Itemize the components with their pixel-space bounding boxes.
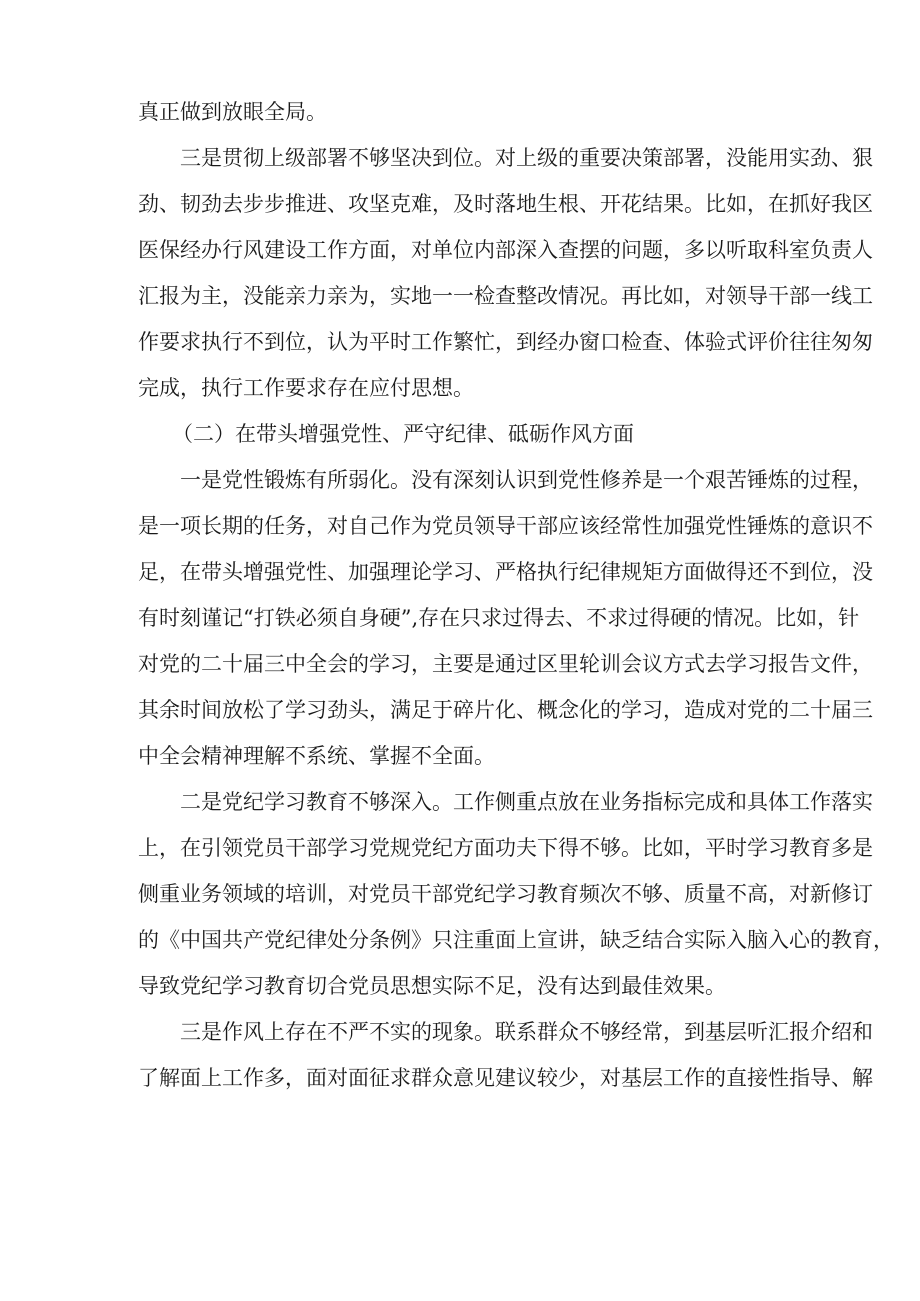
- line-text: 三是贯彻上级部署不够坚决到位。对上级的重要决策部署，没能用实劲、狠: [180, 146, 873, 170]
- text-line: [138, 879, 873, 909]
- line-text: 汇报为主，没能亲力亲为，实地一一检查整改情况。再比如，对领导干部一线工: [138, 284, 873, 308]
- line-text: 是一项长期的任务，对自己作为党员领导干部应该经常性加强党性锤炼的意识不: [138, 514, 873, 538]
- line-text: 的《中国共产党纪律处分条例》只注重面上宣讲，缺乏结合实际入脑入心的教育，: [138, 928, 894, 952]
- text-line: [138, 649, 873, 679]
- text-line: [138, 1063, 873, 1093]
- text-line: [138, 189, 873, 219]
- text-line: [138, 603, 860, 633]
- paragraph-first-line: [180, 787, 873, 817]
- text-line: [138, 833, 873, 863]
- text-line: [138, 741, 495, 771]
- heading-text: （二）在带头增强党性、严守纪律、砥砺作风方面: [172, 422, 634, 446]
- paragraph-first-line: [180, 143, 873, 173]
- line-text: 对党的二十届三中全会的学习，主要是通过区里轮训会议方式去学习报告文件，: [138, 652, 873, 676]
- text-line: [138, 971, 726, 1001]
- line-text: 上，在引领党员干部学习党规党纪方面功夫下得不够。比如，平时学习教育多是: [138, 836, 873, 860]
- line-text: 有时刻谨记“打铁必须自身硬”,存在只求过得去、不求过得硬的情况。比如，针: [138, 606, 860, 630]
- line-text: 作要求执行不到位，认为平时工作繁忙，到经办窗口检查、体验式评价往往匆匆: [138, 330, 873, 354]
- text-line: [138, 373, 474, 403]
- line-text: 真正做到放眼全局。: [138, 100, 327, 124]
- line-text: 足，在带头增强党性、加强理论学习、严格执行纪律规矩方面做得还不到位，没: [138, 560, 873, 584]
- section-heading: [172, 419, 634, 449]
- text-line: [138, 327, 873, 357]
- line-text: 二是党纪学习教育不够深入。工作侧重点放在业务指标完成和具体工作落实: [180, 790, 873, 814]
- text-line: [138, 557, 873, 587]
- text-line: [138, 235, 873, 265]
- line-text: 劲、韧劲去步步推进、攻坚克难，及时落地生根、开花结果。比如，在抓好我区: [138, 192, 873, 216]
- text-line: [138, 925, 894, 955]
- text-line: [138, 695, 873, 725]
- paragraph-first-line: [180, 465, 873, 495]
- line-text: 其余时间放松了学习劲头，满足于碎片化、概念化的学习，造成对党的二十届三: [138, 698, 873, 722]
- paragraph-first-line: [180, 1017, 873, 1047]
- line-text: 了解面上工作多，面对面征求群众意见建议较少，对基层工作的直接性指导、解: [138, 1066, 873, 1090]
- line-text: 侧重业务领域的培训，对党员干部党纪学习教育频次不够、质量不高，对新修订: [138, 882, 873, 906]
- text-line: [138, 281, 873, 311]
- text-line: [138, 97, 327, 127]
- text-line: [138, 511, 873, 541]
- line-text: 导致党纪学习教育切合党员思想实际不足，没有达到最佳效果。: [138, 974, 726, 998]
- line-text: 完成，执行工作要求存在应付思想。: [138, 376, 474, 400]
- line-text: 医保经办行风建设工作方面，对单位内部深入查摆的问题，多以听取科室负责人: [138, 238, 873, 262]
- line-text: 中全会精神理解不系统、掌握不全面。: [138, 744, 495, 768]
- line-text: 一是党性锻炼有所弱化。没有深刻认识到党性修养是一个艰苦锤炼的过程，: [180, 468, 873, 492]
- line-text: 三是作风上存在不严不实的现象。联系群众不够经常，到基层听汇报介绍和: [180, 1020, 873, 1044]
